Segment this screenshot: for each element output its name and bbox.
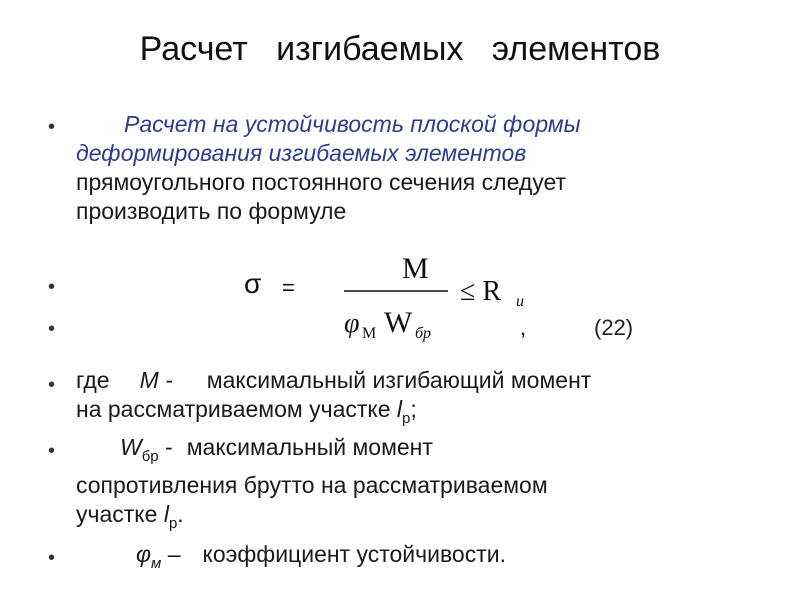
definition-w-line-1: [76, 433, 766, 471]
symbol-phi-dash: –: [161, 541, 181, 567]
bullet-marker: •: [48, 318, 56, 340]
formula-comma: ,: [520, 315, 527, 340]
symbol-m: М -: [139, 367, 173, 393]
equation-number: (22): [594, 315, 634, 340]
formula-relation-sub: и: [516, 293, 524, 310]
bullet-marker: •: [48, 276, 56, 298]
symbol-w-sub: бр: [141, 448, 159, 465]
formula-phi-sub: M: [362, 325, 377, 342]
symbol-w-dash: -: [158, 434, 173, 460]
intro-line-1: [76, 110, 766, 139]
symbol-l-sub: р: [402, 410, 411, 427]
formula-w-sub: бр: [415, 325, 432, 342]
bullet-marker: •: [48, 547, 56, 569]
definition-w-punct: .: [177, 501, 184, 527]
definition-w-text-2: сопротивления брутто на рассматриваемом: [76, 472, 548, 498]
definition-w-line-3: [76, 500, 766, 538]
formula-phi: φ: [344, 308, 360, 339]
definition-phi-line-1: [76, 540, 766, 578]
definition-m-text-1: максимальный изгибающий момент: [206, 367, 592, 393]
intro-plain-line-3: прямоугольного постоянного сечения следует: [76, 169, 567, 195]
symbol-l: l: [396, 396, 403, 422]
formula-w: W: [384, 306, 413, 339]
symbol-l: l: [163, 501, 169, 527]
bullet-marker: •: [48, 116, 56, 138]
symbol-l-sub: р: [168, 515, 178, 532]
definition-m-text-2: на рассматриваемом участке: [76, 396, 397, 422]
bullet-marker: •: [48, 440, 56, 462]
intro-plain-line-4: производить по формуле: [76, 198, 347, 224]
definition-m-line-1: [76, 366, 766, 395]
formula-sigma: σ: [244, 268, 262, 299]
intro-paragraph: [76, 110, 766, 226]
definition-w-text-1: максимальный момент: [186, 434, 433, 460]
slide-title: Расчет изгибаемых элементов: [139, 30, 661, 68]
definition-prefix: где: [76, 367, 110, 393]
definition-w: [76, 433, 766, 538]
bullet-marker: •: [48, 374, 56, 396]
definition-m-punct: ;: [410, 396, 417, 422]
formula-numerator: M: [402, 252, 429, 285]
formula-fraction: [336, 248, 546, 348]
formula-relation: ≤ R: [460, 276, 502, 307]
intro-italic-line-1: Расчет на устойчивость плоской формы: [124, 111, 581, 137]
definition-phi: [76, 540, 766, 578]
symbol-w: W: [120, 434, 142, 460]
symbol-phi: φ: [136, 541, 152, 567]
formula-equals: =: [282, 275, 295, 300]
symbol-phi-sub: м: [151, 555, 162, 572]
definition-w-text-3: участке: [76, 501, 164, 527]
definition-phi-text-1: коэффициент устойчивости.: [202, 541, 506, 567]
definition-m-line-2: [76, 395, 766, 433]
definition-m: [76, 366, 766, 433]
intro-italic-line-2: деформирования изгибаемых элементов: [76, 140, 527, 166]
